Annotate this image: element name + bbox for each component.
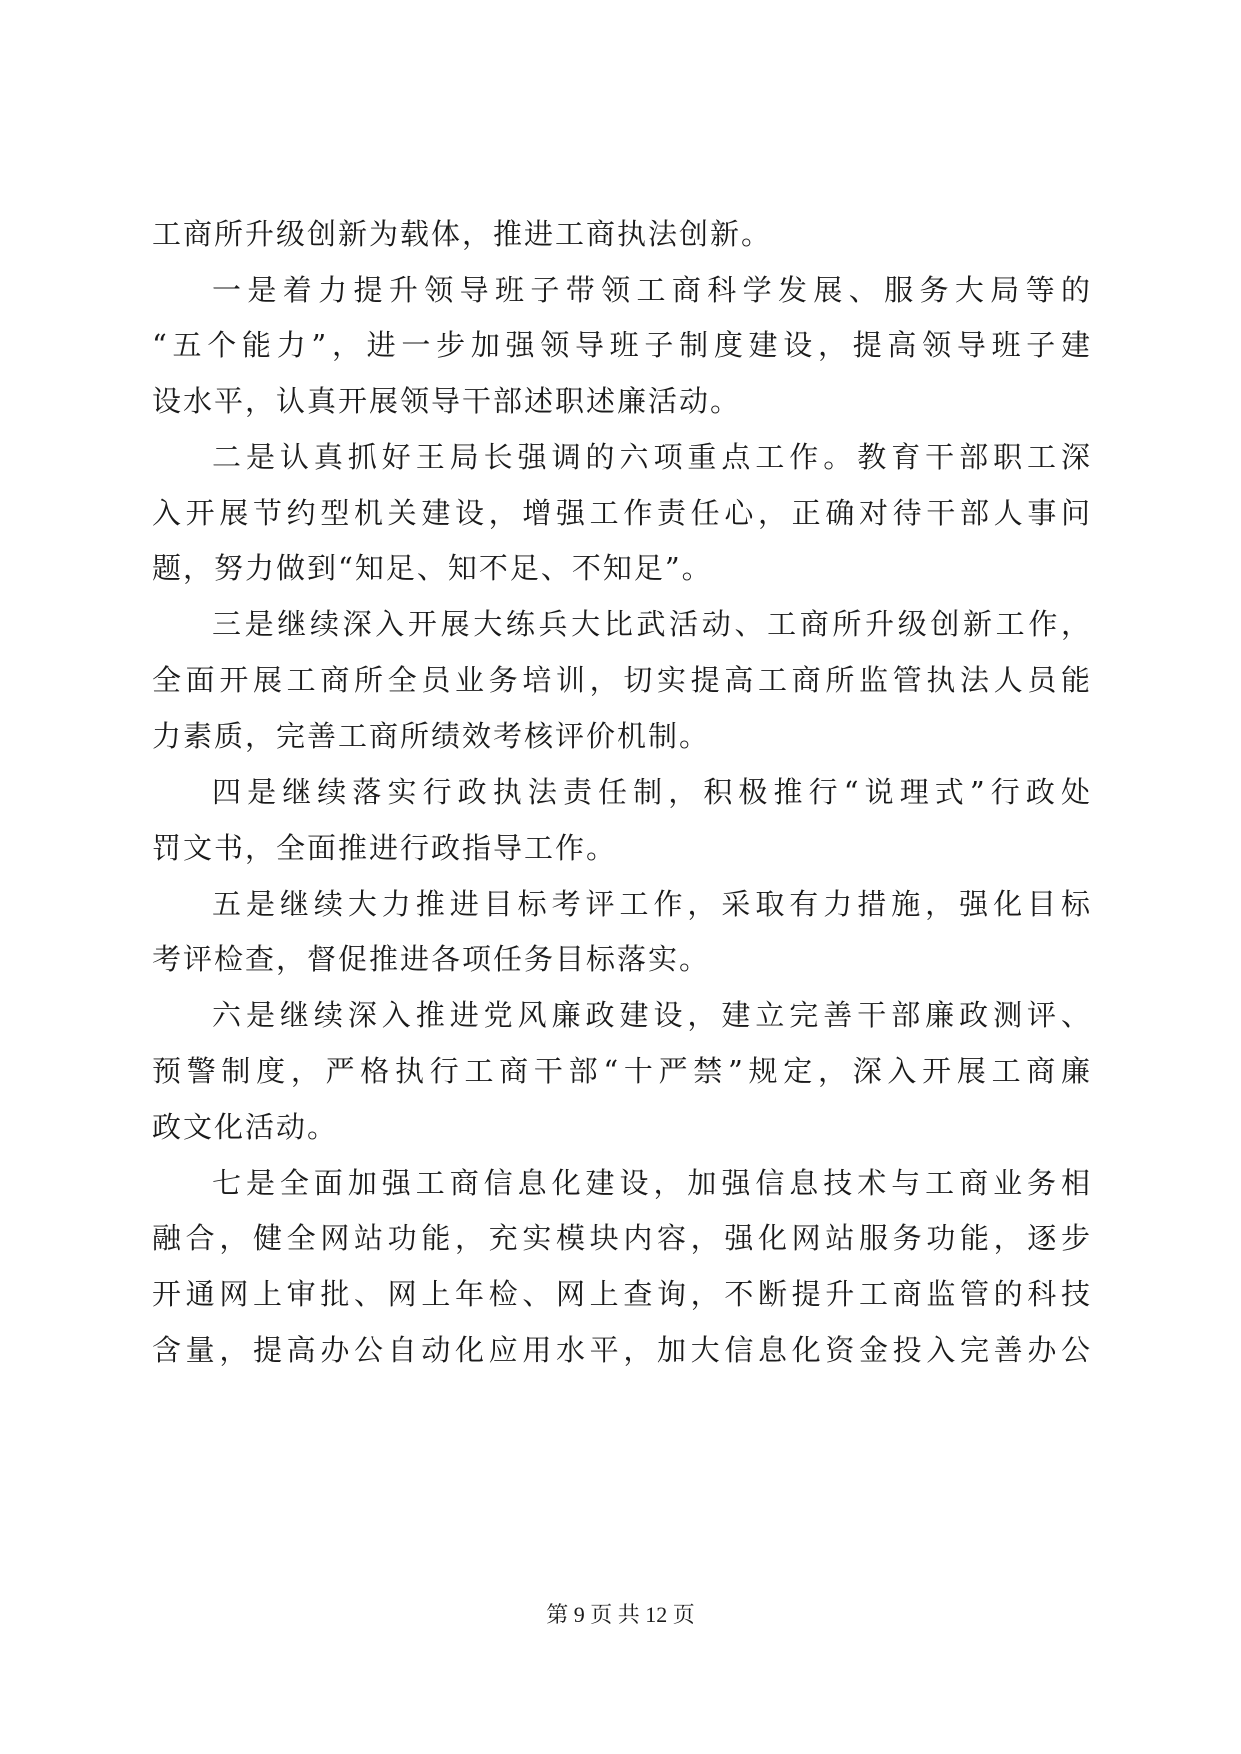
page-number-footer: 第 9 页 共 12 页 — [546, 1602, 695, 1627]
paragraph-start-line: 二是认真抓好王局长强调的六项重点工作。教育干部职工深 — [212, 440, 1092, 474]
paragraph-start-line: 七是全面加强工商信息化建设，加强信息技术与工商业务相 — [212, 1166, 1092, 1200]
text-line: 含量，提高办公自动化应用水平，加大信息化资金投入完善办公 — [152, 1333, 1092, 1367]
text-line: 题，努力做到“知足、知不足、不知足”。 — [152, 551, 713, 585]
paragraph-start-line: 五是继续大力推进目标考评工作，采取有力措施，强化目标 — [212, 887, 1092, 921]
text-line: 预警制度，严格执行工商干部“十严禁”规定，深入开展工商廉 — [152, 1054, 1092, 1088]
text-line: 开通网上审批、网上年检、网上查询，不断提升工商监管的科技 — [152, 1277, 1092, 1311]
text-line: 全面开展工商所全员业务培训，切实提高工商所监管执法人员能 — [152, 663, 1092, 697]
text-line: 政文化活动。 — [152, 1110, 339, 1144]
text-line: 融合，健全网站功能，充实模块内容，强化网站服务功能，逐步 — [152, 1221, 1092, 1255]
text-line: 罚文书，全面推进行政指导工作。 — [152, 831, 618, 865]
text-line: 力素质，完善工商所绩效考核评价机制。 — [152, 719, 711, 753]
text-line: “五个能力”，进一步加强领导班子制度建设，提高领导班子建 — [152, 328, 1092, 362]
paragraph-start-line: 六是继续深入推进党风廉政建设，建立完善干部廉政测评、 — [212, 998, 1092, 1032]
text-line: 设水平，认真开展领导干部述职述廉活动。 — [152, 384, 742, 418]
paragraph-start-line: 三是继续深入开展大练兵大比武活动、工商所升级创新工作， — [212, 607, 1092, 641]
text-line: 入开展节约型机关建设，增强工作责任心，正确对待干部人事问 — [152, 496, 1092, 530]
text-line: 工商所升级创新为载体，推进工商执法创新。 — [152, 217, 773, 251]
paragraph-start-line: 一是着力提升领导班子带领工商科学发展、服务大局等的 — [212, 273, 1092, 307]
text-line: 考评检查，督促推进各项任务目标落实。 — [152, 942, 711, 976]
paragraph-start-line: 四是继续落实行政执法责任制，积极推行“说理式”行政处 — [212, 775, 1092, 809]
